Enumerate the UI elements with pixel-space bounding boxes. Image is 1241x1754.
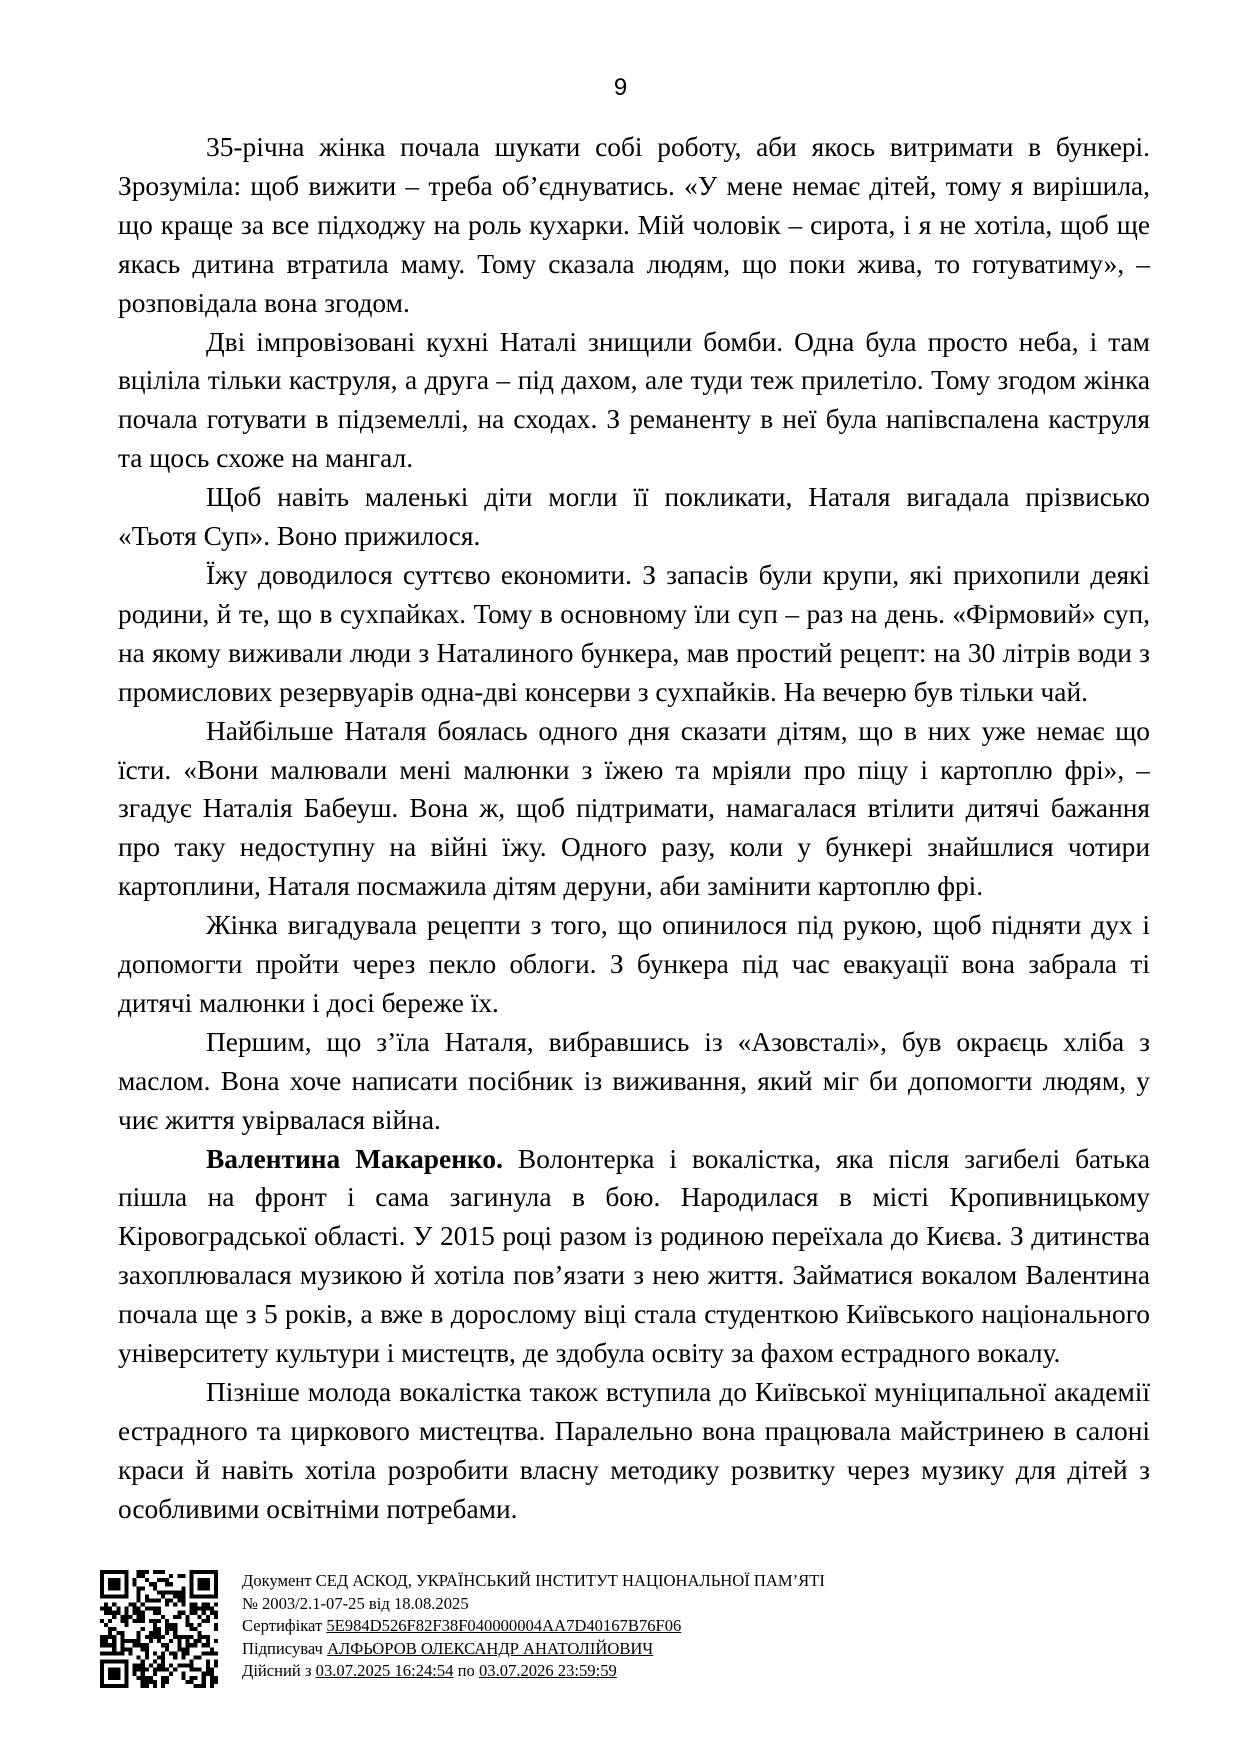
paragraph-7: Першим, що з’їла Наталя, вибравшись із «Азовсталі», був окраєць хліба з маслом. Вона хоче написати посібник із виживання, який міг би допомогти людям, у чиє життя увірвалася війна.: [118, 1026, 1150, 1135]
stamp-signer: Підписувач АЛФЬОРОВ ОЛЕКСАНДР АНАТОЛІЙОВИЧ: [242, 1638, 654, 1658]
paragraph-2: Дві імпровізовані кухні Наталі знищили бомби. Одна була просто неба, і там вціліла тільки каструля, а друга – під дахом, але туди теж прилетіло. Тому згодом жінка почала готувати в підземеллі, на сходах. З реманенту в неї була напівспалена каструля та щось схоже на мангал.: [118, 326, 1150, 474]
paragraph-8: [118, 1140, 1150, 1373]
person-name: Валентина Макаренко.: [206, 1143, 503, 1174]
paragraph-9: Пізніше молода вокалістка також вступила до Київської муніципальної академії естрадного та циркового мистецтва. Паралельно вона працювала майстринею в салоні краси й навіть хотіла розробити власну методику розвитку через музику для дітей з особливими освітніми потребами.: [118, 1377, 1150, 1524]
body-text: [118, 128, 1150, 1529]
qr-code-icon: [100, 1570, 218, 1688]
paragraph-6: Жінка вигадувала рецепти з того, що опинилося під рукою, щоб підняти дух і допомогти пройти через пекло облоги. З бункера під час евакуації вона забрала ті дитячі малюнки і досі береже їх.: [118, 910, 1150, 1018]
paragraph-8-text: Волонтерка і вокалістка, яка після загибелі батька пішла на фронт і сама загинула в бою. Народилася в місті Кропивницькому Кіровоградської області. У 2015 році разом із родиною переїхала до Києва. З дитинства захоплювалася музикою й хотіла пов’язати з нею життя. Займатися вокалом Валентина почала ще з 5 років, а вже в дорослому віці стала студенткою Київського національного університету культури і мистецтв, де здобула освіту за фахом естрадного вокалу.: [118, 1143, 1150, 1369]
valid-to: 03.07.2026 23:59:59: [478, 1661, 617, 1680]
e-signature-stamp: [242, 1570, 1142, 1683]
signature-footer: [100, 1570, 1200, 1722]
paragraph-3: Щоб навіть маленькі діти могли її покликати, Наталя вигадала прізвисько «Тьотя Суп». Воно прижилося.: [118, 482, 1150, 552]
stamp-certificate: Сертифікат 5E984D526F82F38F040000004AA7D40167B76F06: [242, 1616, 682, 1635]
certificate-value: 5E984D526F82F38F040000004AA7D40167B76F06: [326, 1616, 682, 1635]
stamp-validity: Дійсний з 03.07.2025 16:24:54 по 03.07.2026 23:59:59: [242, 1661, 617, 1680]
signer-value: АЛФЬОРОВ ОЛЕКСАНДР АНАТОЛІЙОВИЧ: [327, 1638, 654, 1658]
paragraph-5: Найбільше Наталя боялась одного дня сказати дітям, що в них уже немає що їсти. «Вони малювали мені малюнки з їжею та мріяли про піцу і картоплю фрі», – згадує Наталія Бабеуш. Вона ж, щоб підтримати, намагалася втілити дитячі бажання про таку недоступну на війні їжу. Одного разу, коли у бункері знайшлися чотири картоплини, Наталя посмажила дітям деруни, аби замінити картоплю фрі.: [118, 715, 1150, 902]
valid-from: 03.07.2025 16:24:54: [315, 1661, 454, 1680]
stamp-number: № 2003/2.1-07-25 від 18.08.2025: [242, 1593, 469, 1613]
paragraph-1: 35-річна жінка почала шукати собі роботу, аби якось витримати в бункері. Зрозуміла: щоб вижити – треба об’єднуватись. «У мене немає дітей, тому я вирішила, що краще за все підходжу на роль кухарки. Мій чоловік – сирота, і я не хотіла, щоб ще якась дитина втратила маму. Тому сказала людям, що поки жива, то готуватиму», – розповідала вона згодом.: [118, 132, 1150, 318]
stamp-document: Документ СЕД АСКОД, УКРАЇНСЬКИЙ ІНСТИТУТ НАЦІОНАЛЬНОЇ ПАМ’ЯТІ: [242, 1571, 825, 1590]
page-number: 9: [613, 74, 628, 101]
paragraph-4: Їжу доводилося суттєво економити. З запасів були крупи, які прихопили деякі родини, й те, що в сухпайках. Тому в основному їли суп – раз на день. «Фірмовий» суп, на якому виживали люди з Наталиного бункера, мав простий рецепт: на 30 літрів води з промислових резервуарів одна-дві консерви з сухпайків. На вечерю був тільки чай.: [118, 559, 1150, 707]
